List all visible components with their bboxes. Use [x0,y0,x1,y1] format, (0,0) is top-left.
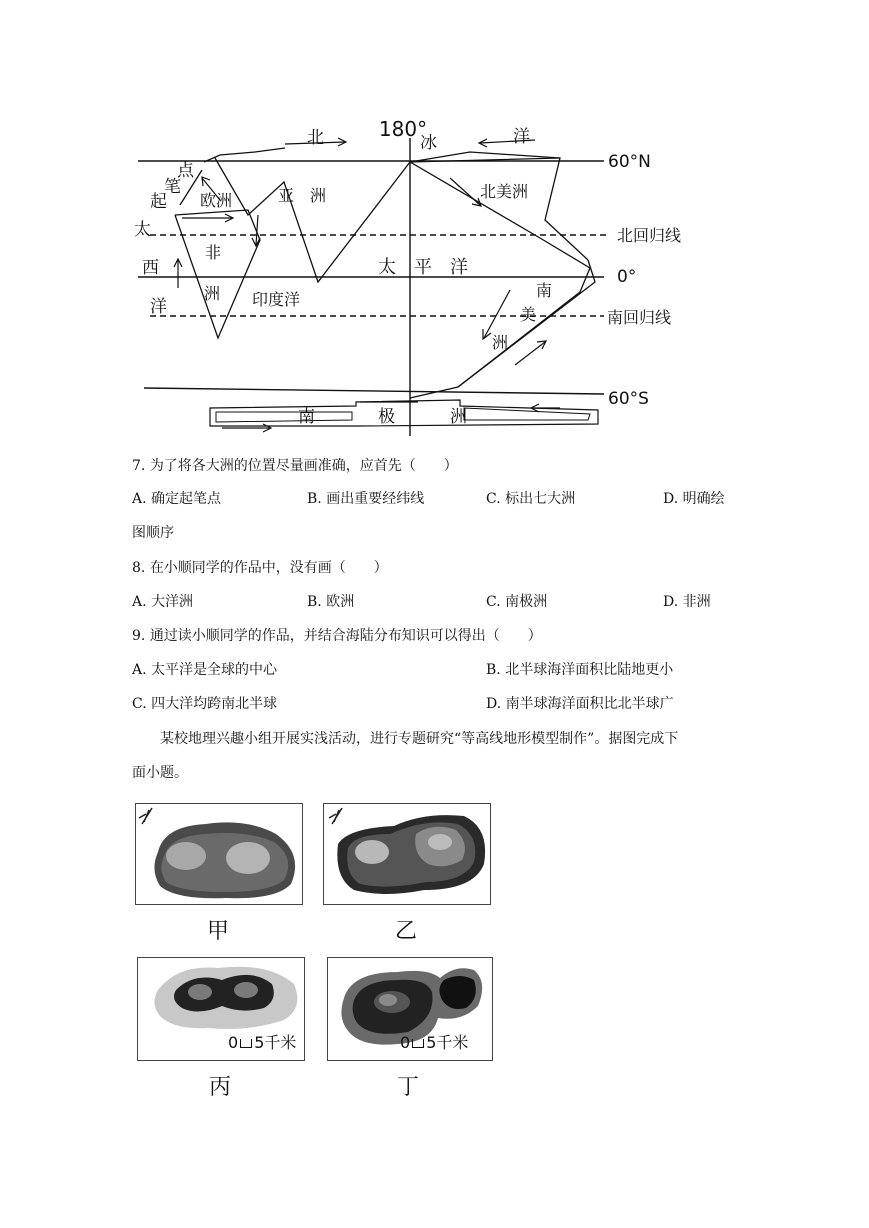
antarctica-label-zhou: 洲 [450,407,467,427]
q7-option-a: A. 确定起笔点 [132,491,222,507]
question-number: 7. [132,458,146,474]
scale-zero: 0 [228,1033,239,1052]
equator-label: 0° [617,267,637,287]
intro-line-2: 面小题。 [132,765,188,781]
antarctica-label-nan: 南 [298,407,315,427]
question-text: 为了将各大洲的位置尽量画准确，应首先（ ） [149,458,458,474]
south-america-label-nan: 南 [536,281,553,300]
south-america-label-mei: 美 [520,305,537,324]
scale-unit: 5千米 [254,1033,297,1052]
question-number: 8. [132,560,146,576]
africa-label-fei: 非 [205,243,222,262]
q9-option-d: D. 南半球海洋面积比北半球广 [486,696,674,712]
model-label-jia: 甲 [207,919,230,944]
q8-option-a: A. 大洋洲 [132,594,194,610]
q9-option-a: A. 太平洋是全球的中心 [132,662,278,678]
world-sketch-map [120,110,700,440]
arctic-label-bing: 冰 [420,133,437,153]
north-arrow-icon [139,808,152,824]
q7-option-d-wrap: 图顺序 [132,525,174,541]
q9-option-b: B. 北半球海洋面积比陆地更小 [486,662,674,678]
tropic-capricorn-label: 南回归线 [607,308,672,327]
scale-unit: 5千米 [426,1033,469,1052]
question-text: 通过读小顺同学的作品，并结合海陆分布知识可以得出（ ） [149,628,542,644]
intro-line-1: 某校地理兴趣小组开展实浅活动，进行专题研究“等高线地形模型制作”。据图完成下 [160,731,679,747]
lat-60n-label: 60°N [608,152,651,172]
map-char-yang: 洋 [150,297,167,317]
pacific-ocean-label: 太 平 洋 [378,257,468,278]
question-number: 9. [132,628,146,644]
q8-option-b: B. 欧洲 [307,594,355,610]
question-text: 在小顺同学的作品中，没有画（ ） [149,560,388,576]
model-yi [323,803,491,905]
map-char-tai: 太 [134,220,151,240]
europe-label: 欧洲 [200,191,233,210]
model-ding [327,957,493,1061]
scale-zero: 0 [400,1033,411,1052]
model-jia-image [136,804,302,904]
north-arrow-icon [329,808,342,824]
scale-bar-bing [228,1030,296,1053]
question-8-stem [132,557,388,577]
model-label-bing: 丙 [209,1075,232,1100]
asia-label: 亚 洲 [278,186,327,205]
arctic-label-bei: 北 [307,128,324,148]
south-america-label-zhou: 洲 [492,333,509,352]
north-america-label: 北美洲 [480,182,529,201]
model-label-yi: 乙 [395,919,418,944]
indian-ocean-label: 印度洋 [252,290,301,309]
question-7-stem [132,455,458,475]
map-char-xi: 西 [142,258,159,278]
model-jia [135,803,303,905]
q9-option-c: C. 四大洋均跨南北半球 [132,696,278,712]
q8-option-c: C. 南极洲 [486,594,548,610]
map-char-bi: 笔 [164,177,181,197]
q7-option-d: D. 明确绘 [663,491,725,507]
model-bing [137,957,305,1061]
scale-bar-ding [400,1030,468,1053]
africa-label-zhou: 洲 [204,284,221,303]
model-label-ding: 丁 [397,1075,420,1100]
tropic-cancer-label: 北回归线 [617,226,682,245]
lon-180-label: 180° [378,117,428,141]
antarctica-label-ji: 极 [378,407,395,427]
lat-60s-label: 60°S [608,389,649,409]
q7-option-b: B. 画出重要经纬线 [307,491,425,507]
map-char-dian: 点 [177,161,194,181]
q7-option-c: C. 标出七大洲 [486,491,576,507]
question-9-stem [132,625,542,645]
arctic-label-yang: 洋 [513,127,530,147]
map-char-qi: 起 [150,192,167,212]
model-yi-image [324,804,490,904]
q8-option-d: D. 非洲 [663,594,711,610]
